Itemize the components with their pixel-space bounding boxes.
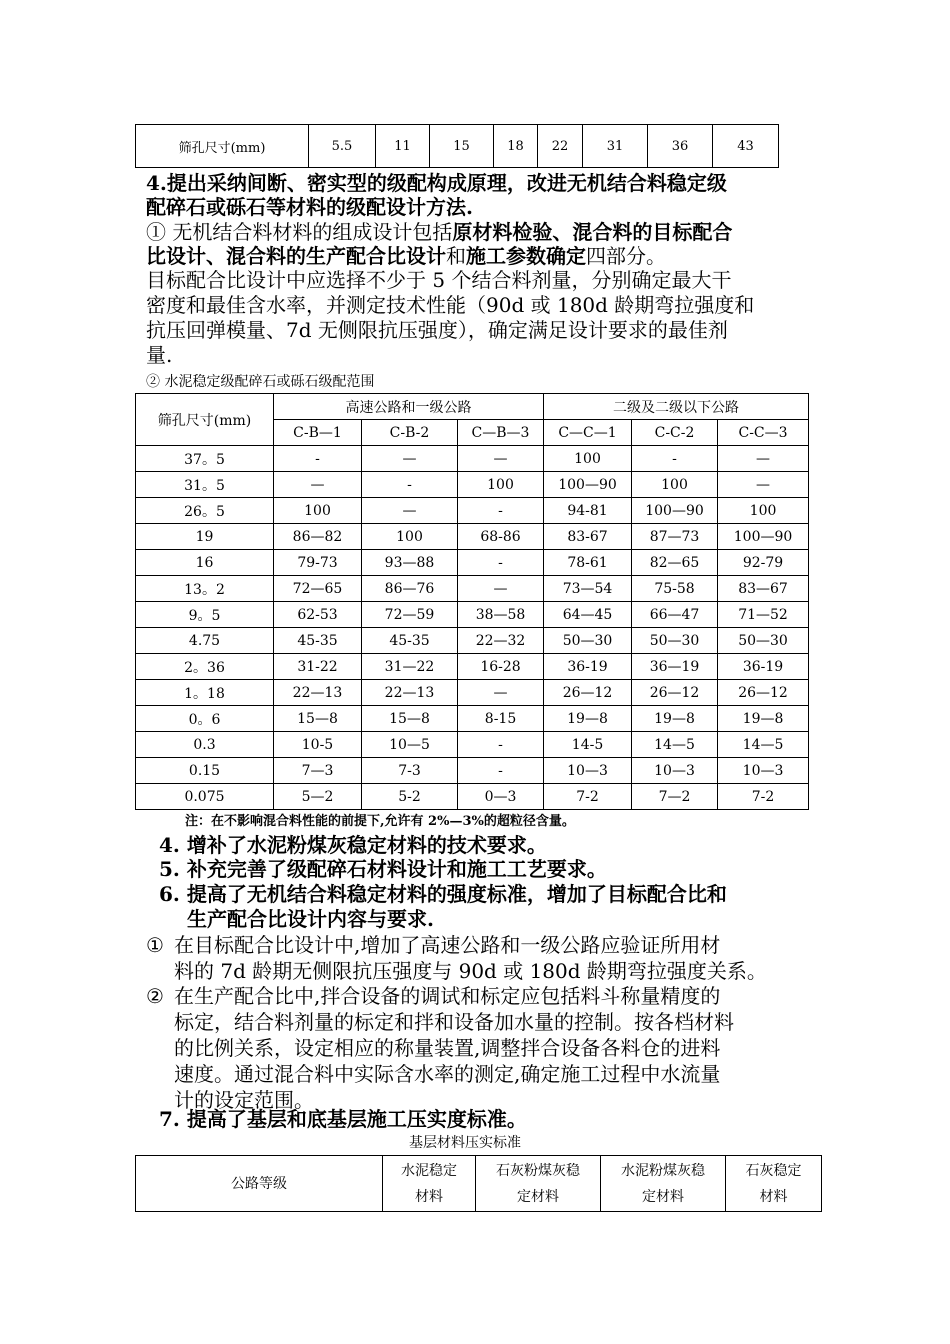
table-cell: - bbox=[458, 550, 544, 576]
table-cell: 36 bbox=[648, 125, 713, 168]
sieve-size-cell: 37。5 bbox=[136, 446, 274, 472]
table-cell: 11 bbox=[376, 125, 430, 168]
table-cell: 5-2 bbox=[362, 784, 458, 810]
table-cell: 10—3 bbox=[544, 758, 632, 784]
table-row bbox=[136, 602, 809, 628]
table-cell: 10—5 bbox=[362, 732, 458, 758]
table-cell: 92-79 bbox=[718, 550, 809, 576]
sieve-size-label: 筛孔尺寸(mm) bbox=[136, 125, 309, 168]
table-cell: 19—8 bbox=[544, 706, 632, 732]
table-cell: - bbox=[632, 446, 718, 472]
table-cell: 100—90 bbox=[544, 472, 632, 498]
list-item: 4. 增补了水泥粉煤灰稳定材料的技术要求。 bbox=[159, 833, 547, 857]
table-cell: 5.5 bbox=[309, 125, 376, 168]
table-cell: 86—76 bbox=[362, 576, 458, 602]
sieve-size-cell: 0.075 bbox=[136, 784, 274, 810]
column-header: C-B-2 bbox=[362, 420, 458, 446]
table-cell: 83—67 bbox=[718, 576, 809, 602]
group-header-highway: 高速公路和一级公路 bbox=[274, 394, 544, 420]
list-item: 6. 提高了无机结合料稳定材料的强度标准，增加了目标配合比和 bbox=[159, 882, 727, 906]
column-header: C-C—3 bbox=[718, 420, 809, 446]
sieve-size-header: 筛孔尺寸(mm) bbox=[136, 394, 274, 446]
table-cell: 10—3 bbox=[718, 758, 809, 784]
header-line: 水泥稳定 bbox=[401, 1162, 457, 1179]
table-cell: 86—82 bbox=[274, 524, 362, 550]
table-cell: 15 bbox=[430, 125, 494, 168]
table-cell: — bbox=[718, 472, 809, 498]
table-cell: 10-5 bbox=[274, 732, 362, 758]
table-cell: 79-73 bbox=[274, 550, 362, 576]
paragraph-line: 密度和最佳含水率，并测定技术性能（90d 或 180d 龄期弯拉强度和 bbox=[146, 293, 755, 317]
header-line: 材料 bbox=[759, 1188, 788, 1205]
table-cell: 7-2 bbox=[718, 784, 809, 810]
table-cell: 100 bbox=[544, 446, 632, 472]
table-cell: 71—52 bbox=[718, 602, 809, 628]
table-cell: 5—2 bbox=[274, 784, 362, 810]
table-cell: — bbox=[362, 446, 458, 472]
table-cell: 66—47 bbox=[632, 602, 718, 628]
table-cell: 31—22 bbox=[362, 654, 458, 680]
table-row bbox=[136, 654, 809, 680]
table-cell: 100 bbox=[632, 472, 718, 498]
sieve-size-cell: 19 bbox=[136, 524, 274, 550]
column-header bbox=[383, 1156, 476, 1212]
table-row bbox=[136, 732, 809, 758]
text-run-bold: 比设计、混合料的生产配合比设计 bbox=[146, 244, 446, 268]
table-cell: 18 bbox=[494, 125, 538, 168]
table-cell: 100—90 bbox=[718, 524, 809, 550]
table-cell: 82—65 bbox=[632, 550, 718, 576]
column-header bbox=[601, 1156, 726, 1212]
text-run-bold: 原材料检验、混合料的目标配合 bbox=[452, 220, 733, 244]
paragraph-line bbox=[146, 219, 732, 246]
list-item: 7. 提高了基层和底基层施工压实度标准。 bbox=[159, 1107, 527, 1131]
table-cell: 7—3 bbox=[274, 758, 362, 784]
table-cell: 72—65 bbox=[274, 576, 362, 602]
table-cell: 64—45 bbox=[544, 602, 632, 628]
table-cell: 22—32 bbox=[458, 628, 544, 654]
column-header bbox=[726, 1156, 822, 1212]
table-caption: 基层材料压实标准 bbox=[409, 1135, 521, 1151]
paragraph-line: 目标配合比设计中应选择不少于 5 个结合料剂量，分别确定最大干 bbox=[146, 268, 732, 292]
sieve-size-cell: 26。5 bbox=[136, 498, 274, 524]
header-line: 定材料 bbox=[642, 1188, 684, 1205]
header-line: 定材料 bbox=[517, 1188, 559, 1205]
sub-item-line: 的比例关系，设定相应的称量装置,调整拌合设备各料仓的进料 bbox=[174, 1036, 721, 1060]
table-cell: - bbox=[362, 472, 458, 498]
list-item-continued: 生产配合比设计内容与要求. bbox=[187, 907, 434, 931]
group-header-secondary: 二级及二级以下公路 bbox=[544, 394, 809, 420]
table-row bbox=[136, 498, 809, 524]
table-cell: 19—8 bbox=[718, 706, 809, 732]
column-header bbox=[476, 1156, 601, 1212]
table-cell: 100—90 bbox=[632, 498, 718, 524]
table-cell: 8-15 bbox=[458, 706, 544, 732]
grading-range-table bbox=[135, 393, 809, 810]
sub-item-line: 在目标配合比设计中,增加了高速公路和一级公路应验证所用材 bbox=[174, 933, 721, 957]
circled-number: ① bbox=[146, 933, 164, 957]
table-cell: — bbox=[274, 472, 362, 498]
table-cell: — bbox=[458, 680, 544, 706]
sub-item-line: 料的 7d 龄期无侧限抗压强度与 90d 或 180d 龄期弯拉强度关系。 bbox=[174, 959, 767, 983]
header-line: 材料 bbox=[415, 1188, 443, 1205]
table-cell: 100 bbox=[718, 498, 809, 524]
table-cell: 31-22 bbox=[274, 654, 362, 680]
section-heading-line: 配碎石或砾石等材料的级配设计方法. bbox=[146, 195, 473, 219]
table-row bbox=[136, 576, 809, 602]
text-run: 四部分。 bbox=[586, 244, 666, 268]
table-row bbox=[136, 758, 809, 784]
table-cell: 15—8 bbox=[362, 706, 458, 732]
column-header: 公路等级 bbox=[136, 1156, 383, 1212]
table-cell: 36-19 bbox=[544, 654, 632, 680]
table-cell: 16-28 bbox=[458, 654, 544, 680]
table-row bbox=[136, 550, 809, 576]
sub-item-2 bbox=[146, 983, 816, 1113]
table-cell: 36—19 bbox=[632, 654, 718, 680]
sieve-size-cell: 1。18 bbox=[136, 680, 274, 706]
table-cell: - bbox=[458, 758, 544, 784]
table-header-row bbox=[136, 394, 809, 420]
table-cell: 22—13 bbox=[362, 680, 458, 706]
sieve-size-cell: 2。36 bbox=[136, 654, 274, 680]
table-cell: 15—8 bbox=[274, 706, 362, 732]
table-cell: — bbox=[718, 446, 809, 472]
section-heading-line: 4.提出采纳间断、密实型的级配构成原理，改进无机结合料稳定级 bbox=[146, 171, 727, 195]
sub-item-line: 标定，结合料剂量的标定和拌和设备加水量的控制。按各档材料 bbox=[174, 1010, 734, 1034]
compaction-standard-table bbox=[135, 1155, 822, 1212]
sieve-size-cell: 9。5 bbox=[136, 602, 274, 628]
table-cell: 78-61 bbox=[544, 550, 632, 576]
table-cell: 26—12 bbox=[632, 680, 718, 706]
text-run: 和 bbox=[446, 244, 466, 268]
sub-item-line: 计的设定范围。 bbox=[174, 1088, 314, 1112]
table-cell: 87—73 bbox=[632, 524, 718, 550]
paragraph-line bbox=[146, 243, 666, 270]
table-cell: 14—5 bbox=[632, 732, 718, 758]
table-cell: — bbox=[362, 498, 458, 524]
table-cell: 19—8 bbox=[632, 706, 718, 732]
table-note: 注：在不影响混合料性能的前提下,允许有 2%—3%的超粒径含量。 bbox=[185, 814, 575, 829]
table-cell: 93—88 bbox=[362, 550, 458, 576]
table-cell: 14—5 bbox=[718, 732, 809, 758]
table-cell: 36-19 bbox=[718, 654, 809, 680]
header-line: 石灰粉煤灰稳 bbox=[496, 1162, 580, 1179]
table-row bbox=[136, 125, 779, 168]
table-row bbox=[136, 628, 809, 654]
table-row bbox=[136, 446, 809, 472]
table-cell: 22—13 bbox=[274, 680, 362, 706]
table-cell: 50—30 bbox=[544, 628, 632, 654]
sieve-size-cell: 0.3 bbox=[136, 732, 274, 758]
table-cell: 100 bbox=[274, 498, 362, 524]
table-cell: 10—3 bbox=[632, 758, 718, 784]
header-line: 水泥粉煤灰稳 bbox=[621, 1162, 705, 1179]
table-cell: 83-67 bbox=[544, 524, 632, 550]
table-cell: 31 bbox=[583, 125, 648, 168]
sieve-size-cell: 31。5 bbox=[136, 472, 274, 498]
table-caption: ② 水泥稳定级配碎石或砾石级配范围 bbox=[146, 374, 375, 390]
table-row bbox=[136, 680, 809, 706]
table-row bbox=[136, 524, 809, 550]
paragraph-line: 量. bbox=[146, 343, 173, 367]
table-cell: 62-53 bbox=[274, 602, 362, 628]
table-cell: — bbox=[458, 576, 544, 602]
table-cell: — bbox=[458, 446, 544, 472]
table-cell: - bbox=[458, 498, 544, 524]
table-row bbox=[136, 784, 809, 810]
table-cell: 75-58 bbox=[632, 576, 718, 602]
table-cell: 50—30 bbox=[632, 628, 718, 654]
sieve-size-cell: 4.75 bbox=[136, 628, 274, 654]
table-cell: 72—59 bbox=[362, 602, 458, 628]
table-cell: 43 bbox=[713, 125, 779, 168]
table-header-row bbox=[136, 1156, 822, 1212]
table-cell: 26—12 bbox=[718, 680, 809, 706]
table-cell: 7-3 bbox=[362, 758, 458, 784]
column-header: C-C-2 bbox=[632, 420, 718, 446]
table-row bbox=[136, 706, 809, 732]
sub-item-line: 速度。通过混合料中实际含水率的测定,确定施工过程中水流量 bbox=[174, 1062, 721, 1086]
sub-item-1 bbox=[146, 932, 816, 984]
text-run: ① 无机结合料材料的组成设计包括 bbox=[146, 220, 453, 244]
table-cell: 0—3 bbox=[458, 784, 544, 810]
sub-item-line: 在生产配合比中,拌合设备的调试和标定应包括料斗称量精度的 bbox=[174, 984, 721, 1008]
column-header: C—B—3 bbox=[458, 420, 544, 446]
table-cell: - bbox=[274, 446, 362, 472]
sieve-size-cell: 16 bbox=[136, 550, 274, 576]
table-cell: 7—2 bbox=[632, 784, 718, 810]
table-cell: 45-35 bbox=[274, 628, 362, 654]
table-cell: 45-35 bbox=[362, 628, 458, 654]
table-cell: 100 bbox=[362, 524, 458, 550]
table-cell: 38—58 bbox=[458, 602, 544, 628]
sieve-size-cell: 0。6 bbox=[136, 706, 274, 732]
table-cell: 14-5 bbox=[544, 732, 632, 758]
circled-number: ② bbox=[146, 984, 164, 1008]
header-line: 石灰稳定 bbox=[745, 1162, 802, 1179]
top-sieve-table bbox=[135, 124, 779, 168]
text-run-bold: 施工参数确定 bbox=[466, 244, 586, 268]
column-header: C-B—1 bbox=[274, 420, 362, 446]
table-cell: - bbox=[458, 732, 544, 758]
table-cell: 22 bbox=[538, 125, 583, 168]
table-cell: 100 bbox=[458, 472, 544, 498]
sieve-size-cell: 13。2 bbox=[136, 576, 274, 602]
sieve-size-cell: 0.15 bbox=[136, 758, 274, 784]
column-header: C—C—1 bbox=[544, 420, 632, 446]
list-item: 5. 补充完善了级配碎石材料设计和施工工艺要求。 bbox=[159, 857, 607, 881]
table-cell: 68-86 bbox=[458, 524, 544, 550]
table-cell: 94-81 bbox=[544, 498, 632, 524]
table-cell: 26—12 bbox=[544, 680, 632, 706]
table-cell: 7-2 bbox=[544, 784, 632, 810]
table-cell: 73—54 bbox=[544, 576, 632, 602]
table-row bbox=[136, 472, 809, 498]
table-cell: 50—30 bbox=[718, 628, 809, 654]
paragraph-line: 抗压回弹模量、7d 无侧限抗压强度），确定满足设计要求的最佳剂 bbox=[146, 318, 728, 342]
